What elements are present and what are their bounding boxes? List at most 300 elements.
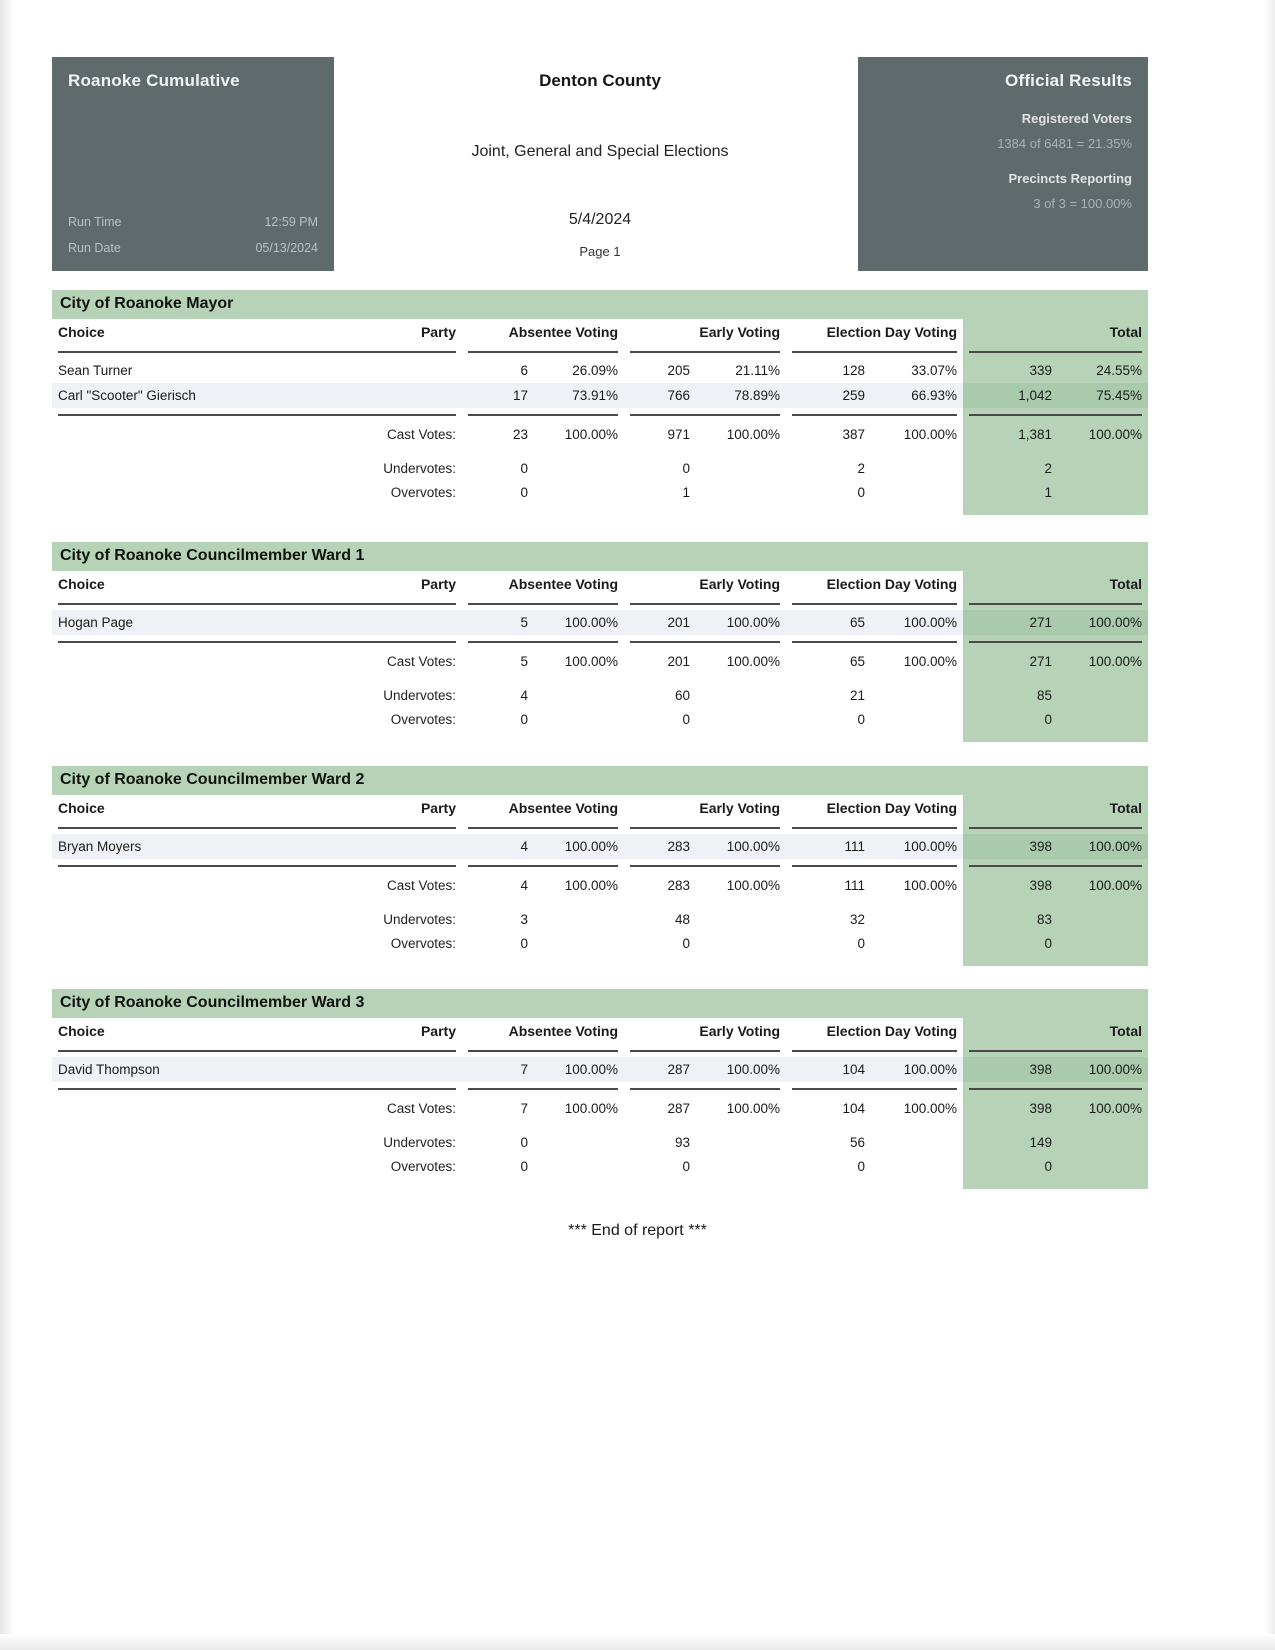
cast-votes-rule-row — [52, 635, 1148, 648]
contest-block — [52, 766, 1148, 966]
candidate-total-votes: 398 — [963, 834, 1058, 859]
rule-choice — [52, 408, 462, 421]
candidate-early-votes: 287 — [624, 1057, 696, 1082]
overvotes-label: Overvotes: — [390, 485, 456, 500]
undervotes-early: 60 — [674, 688, 691, 703]
rule-absentee — [462, 597, 624, 610]
rule-choice — [52, 597, 462, 610]
cast-votes-absentee: 7 — [520, 1101, 528, 1116]
tail-cell — [52, 505, 963, 515]
overvotes-early-percent — [696, 708, 786, 732]
overvotes-absentee: 0 — [520, 936, 528, 951]
column-header-total: Total — [963, 319, 1148, 345]
overvotes-early-percent — [696, 932, 786, 956]
run-date-value: 05/13/2024 — [255, 241, 318, 255]
undervotes-early-percent — [696, 457, 786, 481]
overvotes-blank — [52, 932, 352, 956]
candidate-eday-percent: 100.00% — [871, 610, 963, 635]
candidate-party — [352, 834, 462, 859]
rule-early — [624, 635, 786, 648]
precincts-reporting-label: Precincts Reporting — [1008, 171, 1132, 186]
cast-votes-absentee-percent: 100.00% — [564, 1101, 619, 1116]
overvotes-total-percent — [1058, 708, 1148, 732]
overvotes-eday: 0 — [857, 485, 866, 500]
cast-votes-early: 971 — [667, 427, 691, 442]
cast-votes-eday-percent: 100.00% — [903, 1101, 958, 1116]
undervotes-total-percent — [1058, 457, 1148, 481]
candidate-absentee-percent: 100.00% — [534, 834, 624, 859]
undervotes-early-percent — [696, 1131, 786, 1155]
undervotes-label: Undervotes: — [383, 1135, 456, 1150]
run-date-row — [68, 241, 318, 255]
run-time-row — [68, 215, 318, 229]
rule-total — [963, 821, 1148, 834]
header-left-box — [52, 57, 334, 271]
rule-choice — [52, 1082, 462, 1095]
undervotes-absentee-percent — [534, 908, 624, 932]
overvotes-total: 0 — [963, 708, 1058, 732]
rule-early — [624, 1082, 786, 1095]
candidate-row — [52, 834, 1148, 859]
table-header-row — [52, 571, 1148, 597]
spacer-row — [52, 674, 1148, 684]
overvotes-total: 0 — [963, 932, 1058, 956]
column-header-choice: Choice — [58, 800, 105, 816]
candidate-name: David Thompson — [52, 1057, 352, 1082]
candidate-row — [52, 383, 1148, 408]
rule-early — [624, 821, 786, 834]
candidate-eday-percent: 100.00% — [871, 834, 963, 859]
rule-choice — [52, 1044, 462, 1057]
cast-votes-rule-row — [52, 408, 1148, 421]
undervotes-absentee: 0 — [520, 1135, 528, 1150]
undervotes-blank — [52, 1131, 352, 1155]
candidate-name: Carl "Scooter" Gierisch — [52, 383, 352, 408]
table-header-row — [52, 319, 1148, 345]
scan-edge-left — [0, 0, 14, 1650]
cast-votes-row — [52, 872, 1148, 898]
rule-election-day — [786, 597, 963, 610]
rule-election-day — [786, 345, 963, 358]
contest-results-table — [52, 319, 1148, 515]
undervotes-eday-percent — [871, 457, 963, 481]
candidate-absentee-votes: 7 — [462, 1057, 534, 1082]
undervotes-absentee-percent — [534, 1131, 624, 1155]
overvotes-eday: 0 — [857, 712, 866, 727]
contest-title: City of Roanoke Mayor — [52, 290, 1148, 319]
candidate-absentee-votes: 5 — [462, 610, 534, 635]
candidate-total-percent: 100.00% — [1058, 834, 1148, 859]
undervotes-total: 85 — [963, 684, 1058, 708]
scan-edge-right — [1265, 0, 1275, 1650]
total-column-tail-row — [52, 732, 1148, 742]
undervotes-absentee: 4 — [520, 688, 528, 703]
cast-votes-absentee-percent: 100.00% — [564, 654, 619, 669]
undervotes-eday-percent — [871, 684, 963, 708]
undervotes-absentee: 3 — [520, 912, 528, 927]
rule-choice — [52, 635, 462, 648]
candidate-eday-votes: 65 — [786, 610, 871, 635]
undervotes-label: Undervotes: — [383, 461, 456, 476]
rule-absentee — [462, 345, 624, 358]
overvotes-row — [52, 708, 1148, 732]
candidate-eday-votes: 111 — [786, 834, 871, 859]
overvotes-total: 0 — [963, 1155, 1058, 1179]
column-header-early: Early Voting — [699, 576, 781, 592]
candidate-total-votes: 339 — [963, 358, 1058, 383]
cast-votes-eday: 104 — [842, 1101, 866, 1116]
column-header-early: Early Voting — [699, 324, 781, 340]
candidate-total-votes: 398 — [963, 1057, 1058, 1082]
column-header-total: Total — [963, 571, 1148, 597]
spacer-cell-total — [963, 674, 1148, 684]
candidate-absentee-percent: 100.00% — [534, 610, 624, 635]
undervotes-absentee-percent — [534, 457, 624, 481]
candidate-absentee-percent: 73.91% — [534, 383, 624, 408]
undervotes-early-percent — [696, 684, 786, 708]
column-header-election-day: Election Day Voting — [826, 324, 958, 340]
cast-votes-rule-row — [52, 1082, 1148, 1095]
candidate-row — [52, 358, 1148, 383]
cast-votes-rule-row — [52, 859, 1148, 872]
rule-total — [963, 859, 1148, 872]
cast-votes-early-percent: 100.00% — [726, 1101, 781, 1116]
undervotes-total-percent — [1058, 1131, 1148, 1155]
undervotes-total: 149 — [963, 1131, 1058, 1155]
overvotes-absentee-percent — [534, 481, 624, 505]
overvotes-eday-percent — [871, 1155, 963, 1179]
rule-total — [963, 408, 1148, 421]
tail-cell — [52, 732, 963, 742]
cast-votes-eday: 387 — [842, 427, 866, 442]
undervotes-eday-percent — [871, 908, 963, 932]
undervotes-absentee-percent — [534, 684, 624, 708]
overvotes-blank — [52, 1155, 352, 1179]
candidate-party — [352, 1057, 462, 1082]
candidate-early-percent: 78.89% — [696, 383, 786, 408]
tail-cell-total — [963, 505, 1148, 515]
candidate-eday-votes: 104 — [786, 1057, 871, 1082]
overvotes-total: 1 — [963, 481, 1058, 505]
rule-absentee — [462, 821, 624, 834]
overvotes-total-percent — [1058, 932, 1148, 956]
candidate-eday-votes: 259 — [786, 383, 871, 408]
spacer-cell-total — [963, 447, 1148, 457]
overvotes-eday: 0 — [857, 936, 866, 951]
candidate-early-votes: 766 — [624, 383, 696, 408]
contest-block — [52, 989, 1148, 1189]
contest-block — [52, 290, 1148, 515]
tail-cell — [52, 956, 963, 966]
candidate-early-votes: 201 — [624, 610, 696, 635]
undervotes-row — [52, 1131, 1148, 1155]
rule-total — [963, 345, 1148, 358]
rule-total — [963, 635, 1148, 648]
candidate-party — [352, 610, 462, 635]
cast-votes-early-percent: 100.00% — [726, 654, 781, 669]
overvotes-absentee-percent — [534, 708, 624, 732]
undervotes-eday: 32 — [849, 912, 866, 927]
overvotes-row — [52, 1155, 1148, 1179]
undervotes-early: 48 — [674, 912, 691, 927]
cast-votes-eday-percent: 100.00% — [903, 654, 958, 669]
column-header-election-day: Election Day Voting — [826, 1023, 958, 1039]
overvotes-absentee: 0 — [520, 485, 528, 500]
cast-votes-absentee-percent: 100.00% — [564, 427, 619, 442]
undervotes-total: 2 — [963, 457, 1058, 481]
candidate-absentee-percent: 100.00% — [534, 1057, 624, 1082]
spacer-row — [52, 1121, 1148, 1131]
candidate-name: Sean Turner — [58, 363, 133, 378]
column-header-absentee: Absentee Voting — [508, 576, 619, 592]
column-header-absentee: Absentee Voting — [508, 800, 619, 816]
election-date: 5/4/2024 — [568, 211, 632, 228]
rule-absentee — [462, 1044, 624, 1057]
column-header-choice: Choice — [58, 1023, 105, 1039]
contest-results-table — [52, 795, 1148, 966]
undervotes-row — [52, 684, 1148, 708]
cast-votes-eday: 65 — [849, 654, 866, 669]
undervotes-row — [52, 908, 1148, 932]
end-of-report-text: *** End of report *** — [568, 1222, 707, 1239]
cast-votes-absentee: 5 — [520, 654, 528, 669]
spacer-row — [52, 898, 1148, 908]
candidate-early-percent: 100.00% — [696, 610, 786, 635]
rule-election-day — [786, 859, 963, 872]
cast-votes-total-percent: 100.00% — [1058, 648, 1148, 674]
column-header-choice: Choice — [58, 576, 105, 592]
cast-votes-total: 398 — [963, 1095, 1058, 1121]
column-header-choice: Choice — [58, 324, 105, 340]
overvotes-absentee-percent — [534, 932, 624, 956]
column-header-early: Early Voting — [699, 800, 781, 816]
cast-votes-label: Cast Votes: — [386, 654, 456, 669]
cast-votes-early: 287 — [667, 1101, 691, 1116]
report-footer — [0, 1222, 1275, 1240]
table-header-row — [52, 795, 1148, 821]
undervotes-total-percent — [1058, 684, 1148, 708]
cast-votes-total: 1,381 — [963, 421, 1058, 447]
candidate-early-percent: 100.00% — [696, 1057, 786, 1082]
spacer-row — [52, 447, 1148, 457]
cast-votes-eday: 111 — [844, 878, 866, 893]
overvotes-label: Overvotes: — [390, 936, 456, 951]
cast-votes-early: 283 — [667, 878, 691, 893]
overvotes-row — [52, 481, 1148, 505]
cast-votes-label: Cast Votes: — [386, 427, 456, 442]
cast-votes-row — [52, 1095, 1148, 1121]
candidate-absentee-votes: 4 — [462, 834, 534, 859]
cast-votes-blank — [52, 1095, 352, 1121]
candidate-eday-votes: 128 — [842, 363, 866, 378]
cast-votes-early: 201 — [667, 654, 691, 669]
header-rule-row — [52, 597, 1148, 610]
candidate-early-percent: 100.00% — [696, 834, 786, 859]
undervotes-early-percent — [696, 908, 786, 932]
undervotes-blank — [52, 908, 352, 932]
rule-early — [624, 345, 786, 358]
cast-votes-label: Cast Votes: — [386, 1101, 456, 1116]
cast-votes-total-percent: 100.00% — [1058, 872, 1148, 898]
rule-election-day — [786, 821, 963, 834]
total-column-tail-row — [52, 956, 1148, 966]
header-center — [342, 57, 858, 271]
column-header-total: Total — [963, 1018, 1148, 1044]
contest-results-table — [52, 571, 1148, 742]
cast-votes-total: 398 — [963, 872, 1058, 898]
overvotes-eday-percent — [871, 932, 963, 956]
rule-total — [963, 1082, 1148, 1095]
rule-election-day — [786, 1044, 963, 1057]
tail-cell-total — [963, 956, 1148, 966]
spacer-cell — [52, 674, 963, 684]
election-name: Joint, General and Special Elections — [471, 143, 729, 160]
rule-election-day — [786, 635, 963, 648]
total-column-tail-row — [52, 1179, 1148, 1189]
rule-total — [963, 1044, 1148, 1057]
total-column-tail-row — [52, 505, 1148, 515]
report-header — [52, 57, 1148, 275]
results-status-title: Official Results — [1005, 71, 1132, 90]
cast-votes-absentee: 23 — [512, 427, 528, 442]
rule-choice — [52, 859, 462, 872]
candidate-name: Bryan Moyers — [52, 834, 352, 859]
undervotes-row — [52, 457, 1148, 481]
overvotes-total-percent — [1058, 481, 1148, 505]
candidate-absentee-votes: 17 — [462, 383, 534, 408]
page-number: Page 1 — [579, 244, 621, 259]
candidate-total-votes: 271 — [963, 610, 1058, 635]
overvotes-absentee-percent — [534, 1155, 624, 1179]
column-header-party: Party — [420, 800, 456, 816]
cast-votes-row — [52, 648, 1148, 674]
candidate-total-percent: 75.45% — [1058, 383, 1148, 408]
cast-votes-absentee-percent: 100.00% — [564, 878, 619, 893]
rule-absentee — [462, 635, 624, 648]
column-header-party: Party — [420, 1023, 456, 1039]
header-rule-row — [52, 1044, 1148, 1057]
candidate-early-votes: 205 — [667, 363, 691, 378]
rule-early — [624, 1044, 786, 1057]
undervotes-eday: 21 — [849, 688, 866, 703]
tail-cell-total — [963, 1179, 1148, 1189]
candidate-early-votes: 283 — [624, 834, 696, 859]
overvotes-label: Overvotes: — [390, 712, 456, 727]
rule-election-day — [786, 1082, 963, 1095]
overvotes-early-percent — [696, 1155, 786, 1179]
spacer-cell — [52, 898, 963, 908]
column-header-early: Early Voting — [699, 1023, 781, 1039]
overvotes-blank — [52, 708, 352, 732]
cast-votes-blank — [52, 648, 352, 674]
overvotes-early: 0 — [682, 1159, 691, 1174]
overvotes-early: 0 — [682, 712, 691, 727]
rule-choice — [52, 345, 462, 358]
cast-votes-blank — [52, 872, 352, 898]
contest-results-table — [52, 1018, 1148, 1189]
overvotes-early: 0 — [682, 936, 691, 951]
overvotes-early: 1 — [682, 485, 691, 500]
overvotes-eday-percent — [871, 481, 963, 505]
run-time-value: 12:59 PM — [264, 215, 318, 229]
candidate-party — [352, 358, 462, 383]
spacer-cell — [52, 447, 963, 457]
candidate-total-percent: 100.00% — [1058, 610, 1148, 635]
tail-cell — [52, 1179, 963, 1189]
rule-absentee — [462, 859, 624, 872]
undervotes-eday: 2 — [857, 461, 866, 476]
rule-election-day — [786, 408, 963, 421]
undervotes-label: Undervotes: — [383, 912, 456, 927]
column-header-absentee: Absentee Voting — [508, 1023, 619, 1039]
run-time-label: Run Time — [68, 215, 122, 229]
candidate-total-percent: 24.55% — [1058, 358, 1148, 383]
column-header-election-day: Election Day Voting — [826, 576, 958, 592]
candidate-absentee-votes: 6 — [520, 363, 528, 378]
rule-early — [624, 408, 786, 421]
overvotes-label: Overvotes: — [390, 1159, 456, 1174]
undervotes-total: 83 — [963, 908, 1058, 932]
undervotes-early: 93 — [674, 1135, 691, 1150]
report-scope-title: Roanoke Cumulative — [68, 71, 240, 90]
candidate-total-votes: 1,042 — [963, 383, 1058, 408]
header-rule-row — [52, 821, 1148, 834]
run-date-label: Run Date — [68, 241, 121, 255]
cast-votes-label: Cast Votes: — [386, 878, 456, 893]
header-rule-row — [52, 345, 1148, 358]
column-header-party: Party — [420, 576, 456, 592]
candidate-eday-percent: 100.00% — [871, 1057, 963, 1082]
column-header-party: Party — [420, 324, 456, 340]
undervotes-total-percent — [1058, 908, 1148, 932]
candidate-absentee-percent: 26.09% — [572, 363, 619, 378]
contest-title: City of Roanoke Councilmember Ward 1 — [52, 542, 1148, 571]
contest-block — [52, 542, 1148, 742]
candidate-row — [52, 1057, 1148, 1082]
candidate-eday-percent: 66.93% — [871, 383, 963, 408]
overvotes-eday-percent — [871, 708, 963, 732]
scan-edge-bottom — [0, 1634, 1275, 1650]
undervotes-eday-percent — [871, 1131, 963, 1155]
rule-absentee — [462, 1082, 624, 1095]
undervotes-blank — [52, 457, 352, 481]
column-header-absentee: Absentee Voting — [508, 324, 619, 340]
cast-votes-eday-percent: 100.00% — [903, 427, 958, 442]
rule-absentee — [462, 408, 624, 421]
rule-choice — [52, 821, 462, 834]
candidate-party — [352, 383, 462, 408]
overvotes-eday: 0 — [857, 1159, 866, 1174]
cast-votes-early-percent: 100.00% — [726, 427, 781, 442]
spacer-cell — [52, 1121, 963, 1131]
rule-early — [624, 597, 786, 610]
cast-votes-absentee: 4 — [520, 878, 528, 893]
overvotes-absentee: 0 — [520, 712, 528, 727]
overvotes-blank — [52, 481, 352, 505]
cast-votes-eday-percent: 100.00% — [903, 878, 958, 893]
cast-votes-total-percent: 100.00% — [1058, 1095, 1148, 1121]
cast-votes-early-percent: 100.00% — [726, 878, 781, 893]
precincts-reporting-value: 3 of 3 = 100.00% — [1033, 196, 1132, 211]
rule-total — [963, 597, 1148, 610]
candidate-name: Hogan Page — [52, 610, 352, 635]
rule-early — [624, 859, 786, 872]
undervotes-blank — [52, 684, 352, 708]
candidate-early-percent: 21.11% — [735, 363, 781, 378]
county-name: Denton County — [539, 71, 661, 90]
candidate-total-percent: 100.00% — [1058, 1057, 1148, 1082]
undervotes-eday: 56 — [849, 1135, 866, 1150]
